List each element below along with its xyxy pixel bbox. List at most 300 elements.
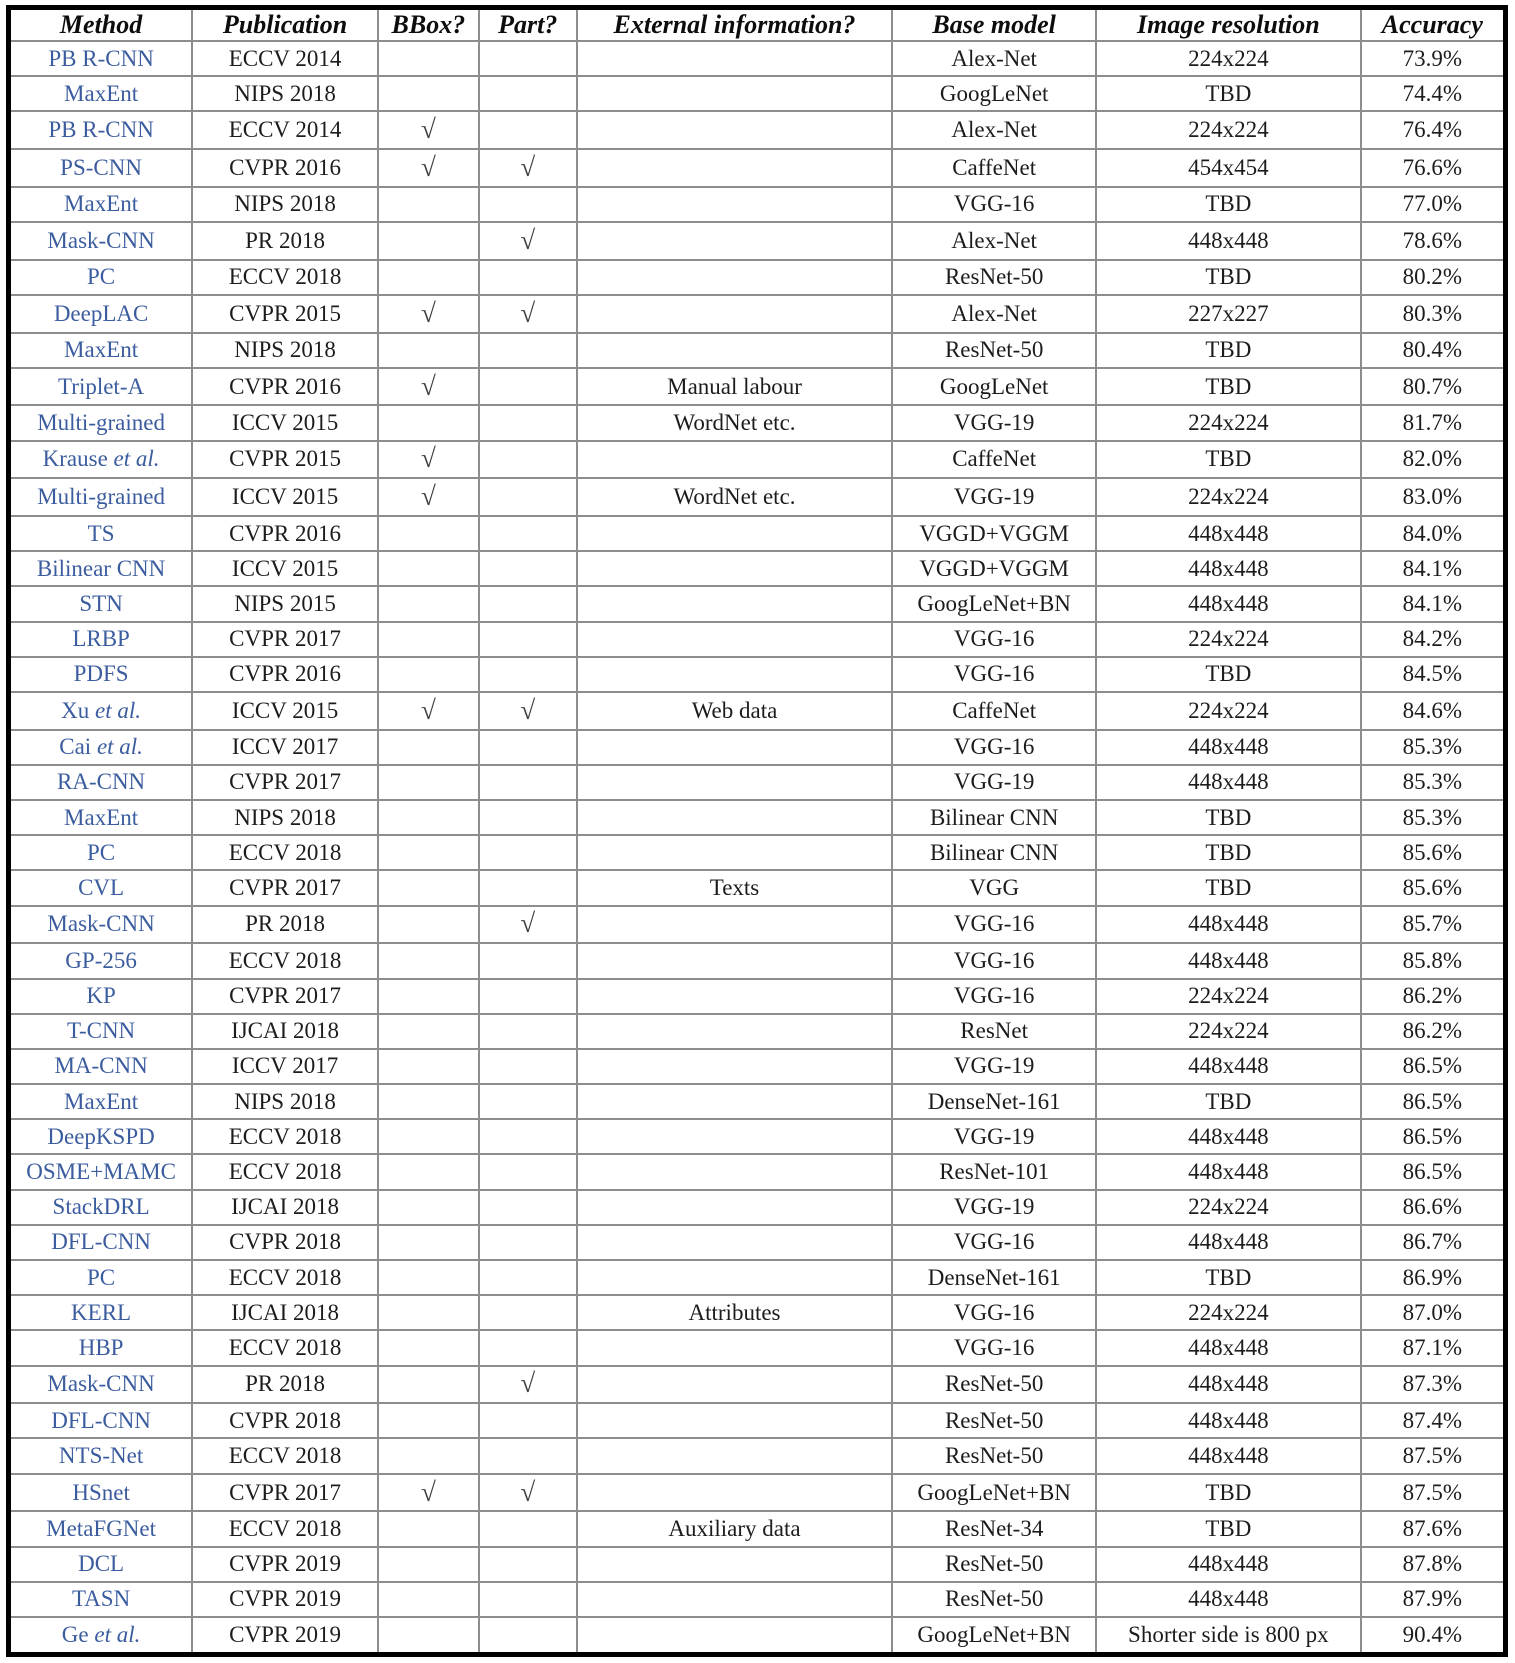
- column-header-external: External information?: [577, 8, 893, 42]
- bbox-cell: [378, 1403, 479, 1438]
- table-row: [9, 149, 1506, 187]
- external-cell: Attributes: [577, 1295, 893, 1330]
- method-name: PS-CNN: [60, 154, 142, 180]
- method-name: DeepKSPD: [47, 1123, 155, 1149]
- method-link[interactable]: [67, 1018, 135, 1043]
- publication-cell: NIPS 2018: [192, 333, 378, 368]
- method-name: Triplet-A: [58, 373, 145, 399]
- method-link[interactable]: [62, 1622, 141, 1647]
- base-model-cell: GoogLeNet+BN: [892, 1617, 1096, 1655]
- publication-cell: NIPS 2018: [192, 800, 378, 835]
- publication-cell: ECCV 2018: [192, 1119, 378, 1154]
- accuracy-cell: 90.4%: [1361, 1617, 1506, 1655]
- resolution-cell: 224x224: [1096, 405, 1361, 440]
- external-cell: [577, 730, 893, 765]
- base-model-cell: ResNet-50: [892, 1582, 1096, 1617]
- method-link[interactable]: [86, 983, 115, 1008]
- method-name: DFL-CNN: [51, 1229, 151, 1255]
- method-link[interactable]: [59, 1443, 143, 1468]
- method-cell: [9, 1295, 193, 1330]
- method-cell: [9, 333, 193, 368]
- method-link[interactable]: [60, 155, 142, 180]
- method-cell: [9, 76, 193, 111]
- method-link[interactable]: [71, 1300, 131, 1325]
- method-link[interactable]: [88, 521, 115, 546]
- table-row: [9, 979, 1506, 1014]
- method-link[interactable]: [48, 117, 153, 142]
- method-link[interactable]: [37, 410, 165, 435]
- check-icon: √: [420, 443, 436, 474]
- base-model-cell: ResNet-50: [892, 1547, 1096, 1582]
- method-etal-suffix: et al.: [91, 734, 143, 760]
- base-model-cell: VGG-19: [892, 765, 1096, 800]
- method-link[interactable]: [78, 1551, 124, 1576]
- method-etal-suffix: et al.: [89, 697, 142, 723]
- method-link[interactable]: [47, 1371, 154, 1396]
- accuracy-cell: 80.4%: [1361, 333, 1506, 368]
- method-cell: [9, 187, 193, 222]
- method-cell: [9, 149, 193, 187]
- bbox-cell: [378, 368, 479, 406]
- method-link[interactable]: [43, 446, 160, 471]
- method-link[interactable]: [47, 911, 154, 936]
- base-model-cell: DenseNet-161: [892, 1084, 1096, 1119]
- table-row: [9, 551, 1506, 586]
- publication-cell: ICCV 2015: [192, 551, 378, 586]
- method-cell: [9, 1119, 193, 1154]
- base-model-cell: Alex-Net: [892, 111, 1096, 149]
- external-cell: [577, 76, 893, 111]
- external-cell: [577, 295, 893, 333]
- resolution-cell: 224x224: [1096, 111, 1361, 149]
- bbox-cell: [378, 260, 479, 295]
- publication-cell: PR 2018: [192, 906, 378, 944]
- publication-cell: ECCV 2014: [192, 41, 378, 76]
- method-name: Ge: [61, 1621, 89, 1647]
- base-model-cell: GoogLeNet: [892, 368, 1096, 406]
- external-cell: [577, 1330, 893, 1365]
- resolution-cell: 448x448: [1096, 943, 1361, 978]
- base-model-cell: CaffeNet: [892, 149, 1096, 187]
- table-row: [9, 1295, 1506, 1330]
- accuracy-cell: 78.6%: [1361, 222, 1506, 260]
- external-cell: [577, 979, 893, 1014]
- method-name: Multi-grained: [37, 484, 165, 510]
- publication-cell: ECCV 2018: [192, 1154, 378, 1189]
- publication-cell: CVPR 2016: [192, 149, 378, 187]
- bbox-cell: [378, 800, 479, 835]
- accuracy-cell: 86.9%: [1361, 1260, 1506, 1295]
- bbox-cell: [378, 405, 479, 440]
- method-link[interactable]: [59, 734, 143, 759]
- accuracy-cell: 81.7%: [1361, 405, 1506, 440]
- method-link[interactable]: [79, 591, 122, 616]
- resolution-cell: 448x448: [1096, 1225, 1361, 1260]
- bbox-cell: [378, 76, 479, 111]
- resolution-cell: 448x448: [1096, 906, 1361, 944]
- publication-cell: CVPR 2019: [192, 1547, 378, 1582]
- publication-cell: PR 2018: [192, 1366, 378, 1404]
- external-cell: Manual labour: [577, 368, 893, 406]
- method-link[interactable]: [72, 1480, 130, 1505]
- resolution-cell: 448x448: [1096, 1049, 1361, 1084]
- publication-cell: CVPR 2018: [192, 1225, 378, 1260]
- base-model-cell: CaffeNet: [892, 441, 1096, 479]
- method-name: KERL: [71, 1299, 132, 1325]
- base-model-cell: VGG-19: [892, 1119, 1096, 1154]
- method-link[interactable]: [57, 769, 145, 794]
- part-cell: [479, 1511, 577, 1546]
- table-row: [9, 222, 1506, 260]
- accuracy-cell: 86.5%: [1361, 1049, 1506, 1084]
- check-icon: √: [520, 1476, 536, 1507]
- bbox-cell: [378, 1119, 479, 1154]
- method-name: PB R-CNN: [48, 117, 154, 143]
- bbox-cell: [378, 441, 479, 479]
- base-model-cell: ResNet-101: [892, 1154, 1096, 1189]
- bbox-cell: [378, 295, 479, 333]
- base-model-cell: CaffeNet: [892, 692, 1096, 730]
- part-cell: [479, 187, 577, 222]
- part-cell: [479, 1330, 577, 1365]
- base-model-cell: Alex-Net: [892, 295, 1096, 333]
- accuracy-cell: 84.0%: [1361, 516, 1506, 551]
- resolution-cell: TBD: [1096, 333, 1361, 368]
- external-cell: [577, 187, 893, 222]
- method-link[interactable]: [58, 374, 144, 399]
- publication-cell: CVPR 2015: [192, 441, 378, 479]
- method-link[interactable]: [65, 948, 137, 973]
- method-link[interactable]: [74, 661, 129, 686]
- table-row: [9, 1438, 1506, 1473]
- method-name: RA-CNN: [57, 769, 146, 795]
- external-cell: [577, 943, 893, 978]
- method-link[interactable]: [72, 1586, 130, 1611]
- method-name: TASN: [71, 1586, 131, 1612]
- method-cell: [9, 1617, 193, 1655]
- method-cell: [9, 222, 193, 260]
- publication-cell: CVPR 2017: [192, 979, 378, 1014]
- method-name: StackDRL: [52, 1194, 150, 1220]
- accuracy-cell: 87.3%: [1361, 1366, 1506, 1404]
- table-body: [9, 41, 1506, 1655]
- resolution-cell: 448x448: [1096, 1119, 1361, 1154]
- method-name: DeepLAC: [53, 300, 149, 326]
- column-header-publication: Publication: [192, 8, 378, 42]
- check-icon: √: [520, 151, 536, 182]
- method-link[interactable]: [79, 1335, 124, 1360]
- publication-cell: ICCV 2015: [192, 692, 378, 730]
- base-model-cell: GoogLeNet+BN: [892, 1474, 1096, 1512]
- method-name: CVL: [78, 875, 125, 901]
- publication-cell: ECCV 2018: [192, 1260, 378, 1295]
- resolution-cell: TBD: [1096, 441, 1361, 479]
- method-name: Multi-grained: [37, 410, 165, 436]
- method-link[interactable]: [64, 81, 138, 106]
- table-row: [9, 1330, 1506, 1365]
- resolution-cell: 448x448: [1096, 1330, 1361, 1365]
- method-link[interactable]: [61, 698, 141, 723]
- publication-cell: ECCV 2018: [192, 1330, 378, 1365]
- base-model-cell: VGG-16: [892, 622, 1096, 657]
- base-model-cell: ResNet-50: [892, 1438, 1096, 1473]
- base-model-cell: VGGD+VGGM: [892, 516, 1096, 551]
- part-cell: [479, 979, 577, 1014]
- publication-cell: ICCV 2017: [192, 730, 378, 765]
- accuracy-cell: 85.3%: [1361, 730, 1506, 765]
- publication-cell: NIPS 2018: [192, 1084, 378, 1119]
- accuracy-cell: 85.6%: [1361, 870, 1506, 905]
- external-cell: [577, 149, 893, 187]
- publication-cell: CVPR 2017: [192, 622, 378, 657]
- base-model-cell: ResNet-50: [892, 333, 1096, 368]
- part-cell: [479, 1295, 577, 1330]
- bbox-cell: [378, 730, 479, 765]
- check-icon: √: [420, 370, 436, 401]
- table-row: [9, 333, 1506, 368]
- external-cell: WordNet etc.: [577, 405, 893, 440]
- publication-cell: CVPR 2017: [192, 870, 378, 905]
- method-link[interactable]: [72, 626, 130, 651]
- method-cell: [9, 835, 193, 870]
- method-link[interactable]: [37, 484, 165, 509]
- part-cell: [479, 1403, 577, 1438]
- external-cell: [577, 1190, 893, 1225]
- part-cell: [479, 730, 577, 765]
- resolution-cell: TBD: [1096, 835, 1361, 870]
- part-cell: [479, 906, 577, 944]
- table-row: [9, 692, 1506, 730]
- publication-cell: CVPR 2017: [192, 1474, 378, 1512]
- accuracy-cell: 82.0%: [1361, 441, 1506, 479]
- publication-cell: IJCAI 2018: [192, 1014, 378, 1049]
- external-cell: [577, 800, 893, 835]
- part-cell: [479, 870, 577, 905]
- bbox-cell: [378, 1330, 479, 1365]
- publication-cell: CVPR 2016: [192, 368, 378, 406]
- accuracy-cell: 87.4%: [1361, 1403, 1506, 1438]
- accuracy-cell: 86.2%: [1361, 979, 1506, 1014]
- part-cell: [479, 295, 577, 333]
- table-row: [9, 586, 1506, 621]
- base-model-cell: VGG-16: [892, 657, 1096, 692]
- table-row: [9, 835, 1506, 870]
- bbox-cell: [378, 835, 479, 870]
- part-cell: [479, 333, 577, 368]
- method-cell: [9, 1190, 193, 1225]
- method-link[interactable]: [51, 1408, 151, 1433]
- method-link[interactable]: [47, 1124, 154, 1149]
- publication-cell: NIPS 2018: [192, 187, 378, 222]
- method-link[interactable]: [26, 1159, 176, 1184]
- bbox-cell: [378, 41, 479, 76]
- table-row: [9, 1403, 1506, 1438]
- part-cell: [479, 368, 577, 406]
- accuracy-cell: 84.5%: [1361, 657, 1506, 692]
- resolution-cell: TBD: [1096, 870, 1361, 905]
- part-cell: [479, 149, 577, 187]
- publication-cell: ICCV 2015: [192, 405, 378, 440]
- publication-cell: ICCV 2015: [192, 478, 378, 516]
- part-cell: [479, 586, 577, 621]
- results-table: [6, 5, 1508, 1657]
- accuracy-cell: 76.6%: [1361, 149, 1506, 187]
- method-link[interactable]: [54, 301, 149, 326]
- method-link[interactable]: [64, 1089, 138, 1114]
- bbox-cell: [378, 111, 479, 149]
- method-link[interactable]: [64, 191, 138, 216]
- part-cell: [479, 835, 577, 870]
- part-cell: [479, 1014, 577, 1049]
- publication-cell: NIPS 2018: [192, 76, 378, 111]
- method-link[interactable]: [87, 840, 115, 865]
- accuracy-cell: 87.6%: [1361, 1511, 1506, 1546]
- external-cell: [577, 622, 893, 657]
- publication-cell: ICCV 2017: [192, 1049, 378, 1084]
- accuracy-cell: 87.8%: [1361, 1547, 1506, 1582]
- method-cell: [9, 586, 193, 621]
- part-cell: [479, 222, 577, 260]
- method-cell: [9, 1154, 193, 1189]
- bbox-cell: [378, 1014, 479, 1049]
- resolution-cell: TBD: [1096, 800, 1361, 835]
- bbox-cell: [378, 478, 479, 516]
- table-row: [9, 478, 1506, 516]
- external-cell: [577, 551, 893, 586]
- bbox-cell: [378, 222, 479, 260]
- base-model-cell: VGG-16: [892, 943, 1096, 978]
- method-link[interactable]: [54, 1053, 147, 1078]
- check-icon: √: [520, 224, 536, 255]
- base-model-cell: Bilinear CNN: [892, 835, 1096, 870]
- method-link[interactable]: [37, 556, 165, 581]
- table-row: [9, 622, 1506, 657]
- table-row: [9, 765, 1506, 800]
- method-link[interactable]: [46, 1516, 156, 1541]
- bbox-cell: [378, 1582, 479, 1617]
- external-cell: [577, 1049, 893, 1084]
- base-model-cell: DenseNet-161: [892, 1260, 1096, 1295]
- resolution-cell: 224x224: [1096, 979, 1361, 1014]
- accuracy-cell: 86.5%: [1361, 1154, 1506, 1189]
- method-link[interactable]: [47, 228, 154, 253]
- bbox-cell: [378, 692, 479, 730]
- method-cell: [9, 800, 193, 835]
- method-etal-suffix: et al.: [88, 1621, 141, 1647]
- external-cell: [577, 1366, 893, 1404]
- bbox-cell: [378, 1366, 479, 1404]
- method-name: Mask-CNN: [47, 911, 155, 937]
- check-icon: √: [420, 1476, 436, 1507]
- part-cell: [479, 1190, 577, 1225]
- method-cell: [9, 1014, 193, 1049]
- table-row: [9, 260, 1506, 295]
- part-cell: [479, 1438, 577, 1473]
- method-link[interactable]: [87, 264, 115, 289]
- resolution-cell: 227x227: [1096, 295, 1361, 333]
- method-name: PC: [87, 264, 116, 290]
- method-link[interactable]: [78, 875, 124, 900]
- accuracy-cell: 84.6%: [1361, 692, 1506, 730]
- method-name: Bilinear CNN: [36, 555, 166, 581]
- method-cell: [9, 1260, 193, 1295]
- method-name: MaxEnt: [64, 80, 139, 106]
- table-row: [9, 111, 1506, 149]
- part-cell: [479, 800, 577, 835]
- table-row: [9, 41, 1506, 76]
- method-link[interactable]: [64, 805, 138, 830]
- bbox-cell: [378, 1190, 479, 1225]
- resolution-cell: 224x224: [1096, 478, 1361, 516]
- publication-cell: CVPR 2019: [192, 1582, 378, 1617]
- resolution-cell: TBD: [1096, 1260, 1361, 1295]
- accuracy-cell: 86.7%: [1361, 1225, 1506, 1260]
- method-name: STN: [79, 591, 123, 617]
- part-cell: [479, 657, 577, 692]
- method-link[interactable]: [48, 46, 153, 71]
- method-cell: [9, 551, 193, 586]
- part-cell: [479, 76, 577, 111]
- resolution-cell: 448x448: [1096, 1403, 1361, 1438]
- bbox-cell: [378, 1084, 479, 1119]
- table-row: [9, 441, 1506, 479]
- resolution-cell: 224x224: [1096, 692, 1361, 730]
- method-name: PDFS: [73, 661, 129, 687]
- table-row: [9, 1366, 1506, 1404]
- external-cell: [577, 222, 893, 260]
- external-cell: [577, 516, 893, 551]
- publication-cell: ECCV 2018: [192, 943, 378, 978]
- check-icon: √: [420, 297, 436, 328]
- table-row: [9, 943, 1506, 978]
- bbox-cell: [378, 1438, 479, 1473]
- table-row: [9, 76, 1506, 111]
- method-name: Cai: [59, 734, 92, 760]
- method-name: MaxEnt: [64, 337, 139, 363]
- external-cell: [577, 333, 893, 368]
- base-model-cell: VGG-16: [892, 187, 1096, 222]
- part-cell: [479, 1547, 577, 1582]
- method-name: MaxEnt: [64, 1088, 139, 1114]
- publication-cell: ECCV 2018: [192, 835, 378, 870]
- method-cell: [9, 1582, 193, 1617]
- column-header-resolution: Image resolution: [1096, 8, 1361, 42]
- table-row: [9, 1190, 1506, 1225]
- accuracy-cell: 85.8%: [1361, 943, 1506, 978]
- resolution-cell: TBD: [1096, 260, 1361, 295]
- accuracy-cell: 86.2%: [1361, 1014, 1506, 1049]
- accuracy-cell: 86.5%: [1361, 1084, 1506, 1119]
- method-cell: [9, 765, 193, 800]
- table-row: [9, 1119, 1506, 1154]
- external-cell: [577, 657, 893, 692]
- external-cell: Texts: [577, 870, 893, 905]
- method-name: HSnet: [72, 1479, 130, 1505]
- method-name: KP: [86, 983, 116, 1009]
- accuracy-cell: 77.0%: [1361, 187, 1506, 222]
- method-link[interactable]: [87, 1265, 115, 1290]
- part-cell: [479, 551, 577, 586]
- method-link[interactable]: [53, 1194, 150, 1219]
- check-icon: √: [520, 694, 536, 725]
- method-link[interactable]: [51, 1229, 151, 1254]
- external-cell: [577, 1154, 893, 1189]
- method-link[interactable]: [64, 337, 138, 362]
- bbox-cell: [378, 906, 479, 944]
- part-cell: [479, 111, 577, 149]
- external-cell: [577, 1547, 893, 1582]
- publication-cell: CVPR 2018: [192, 1403, 378, 1438]
